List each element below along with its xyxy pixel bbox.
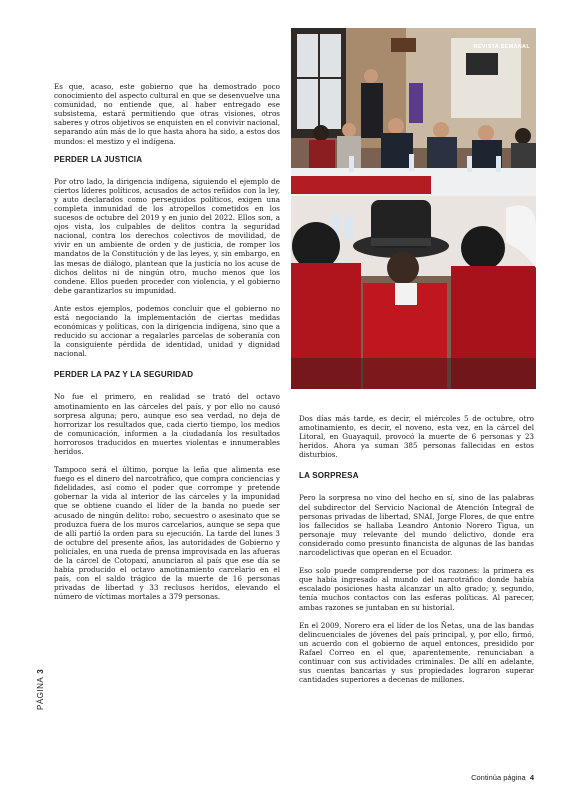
left-text-column xyxy=(54,82,280,611)
page-number xyxy=(36,669,45,710)
paragraph: Dos días más tarde, es decir, el miércoles 5 de octubre, otro amotinamiento, es decir, el noveno, esta vez, en la cárcel del Litoral, en Guayaquil, provocó la muerte de 6 personas y 23 heridos. Ahora ya suman 385 personas fallecidas en estos disturbios. xyxy=(299,414,534,460)
paragraph: Pero la sorpresa no vino del hecho en sí, sino de las palabras del subdirector del Servicio Nacional de Atención Integral de personas privadas de libertad, SNAI, Jorge Flores, de que entre los fallecidos se hallaba Leandro Antonio Norero Tigua, un personaje muy relevante del mundo delictivo, donde era considerado como presunto financista de algunas de las bandas narcodelictivas que operan en el Ecuador. xyxy=(299,493,534,558)
paragraph: Tampoco será el último, porque la leña que alimenta ese fuego es el dinero del narcotráfico, que compra conciencias y fidelidades, así como el poder que corrompe y pretende gobernar la vida al interior de las cárceles y la impunidad que se obtiene cuando el líder de la banda no puede ser acusado de ningún delito: robo, secuestro o asesinato que se produzca fuera de los muros carcelarios, aunque se sepa que de allí partió la orden para su ejecución. La tarde del lunes 3 de octubre del presente años, las autoridades de Gobierno y policiales, en una rueda de prensa improvisada en las afueras de la cárcel de Cotopaxi, anunciaron al país que ese día se había producido el octavo amotinamiento carcelario en el país, con el saldo trágico de la muerte de 16 personas privadas de libertad y 33 reclusos heridos, elevando el número de víctimas mortales a 379 personas. xyxy=(54,465,280,602)
magazine-label: REVISTA SEMANAL xyxy=(473,44,530,50)
section-heading-perder-la-paz: PERDER LA PAZ Y LA SEGURIDAD xyxy=(54,370,194,380)
right-text-column xyxy=(299,414,534,693)
paragraph: Es que, acaso, este gobierno que ha demostrado poco conocimiento del aspecto cultural en que se desenvuelve una comunidad, no entiende que, al haber entregado ese subsistema, estará permitiendo que otras visiones, otros saberes y otros objetivos se enquisten en el convivir nacional, separando aún más de lo que hasta ahora ha sido, a estos dos mundos: el mestizo y el indígena. xyxy=(54,82,280,146)
page-number-value: 3 xyxy=(36,668,45,674)
section-heading-perder-la-justicia: PERDER LA JUSTICIA xyxy=(54,154,143,164)
meeting-photo xyxy=(291,28,536,389)
section-heading-la-sorpresa: LA SORPRESA xyxy=(299,471,359,481)
continued-on-page xyxy=(471,773,534,782)
paragraph: En el 2009, Norero era el líder de los Ñetas, una de las bandas delincuenciales de jóvenes del país principal, y, por ello, firmó, un acuerdo con el gobierno de aquel entonces, presidido por Rafael Correo en el que, aparentemente, renunciaban a continuar con sus actividades criminales. De allí en adelante, sus cuentas bancarias y sus propiedades lograron superar cantidades superiores a decenas de millones. xyxy=(299,620,534,685)
page-number-label: PÁGINA xyxy=(36,676,45,710)
meeting-photo-illustration xyxy=(291,28,536,389)
continued-label: Continúa página xyxy=(471,773,526,782)
paragraph: Eso solo puede comprenderse por dos razones: la primera es que había ingresado al mundo del narcotráfico donde había escalado posiciones hasta alcanzar un alto grado; y, segundo, tenía muchos contactos con las esferas políticas. Al parecer, ambas razones se juntaban en su historial. xyxy=(299,566,534,612)
paragraph: Ante estos ejemplos, podemos concluir que el gobierno no está negociando la implementación de ciertas medidas económicas y políticas, con la dirigencia indígena, sino que a reducido su accionar a regalarles parcelas de soberanía con la consiguiente pérdida de identidad, unidad y dignidad nacional. xyxy=(54,303,280,359)
paragraph: No fue el primero, en realidad se trató del octavo amotinamiento en las cárceles del país, y por ello no causó sorpresa alguna; pero, aunque eso sea verdad, no deja de horrorizar los resultados que, cada cierto tiempo, los medios de comunicación, informen a la ciudadanía los resultados horrorosos traducidos en muertes violentas e innumerables heridos. xyxy=(54,392,280,456)
continued-page-number: 4 xyxy=(529,773,534,782)
paragraph: Por otro lado, la dirigencia indígena, siguiendo el ejemplo de ciertos líderes políticos, acusados de actos reñidos con la ley, y auto declarados como perseguidos políticos, exigen una completa inmunidad de los atropellos cometidos en los sucesos de octubre del 2019 y en junio del 2022. Ellos son, a ojos vista, los culpables de delitos contra la seguridad nacional, contra los derechos colectivos de movilidad, de vivir en un ambiente de orden y de justicia, de romper los mandatos de la Constitución y de las leyes, y, sin embargo, en las mesas de diálogo, plantean que la justicia no los acuse de dichos delitos ni de ningún otro, mucho menos que los condene. Ellos pueden proceder con violencia, y el gobierno debe garantizarlos su impunidad. xyxy=(54,176,280,295)
